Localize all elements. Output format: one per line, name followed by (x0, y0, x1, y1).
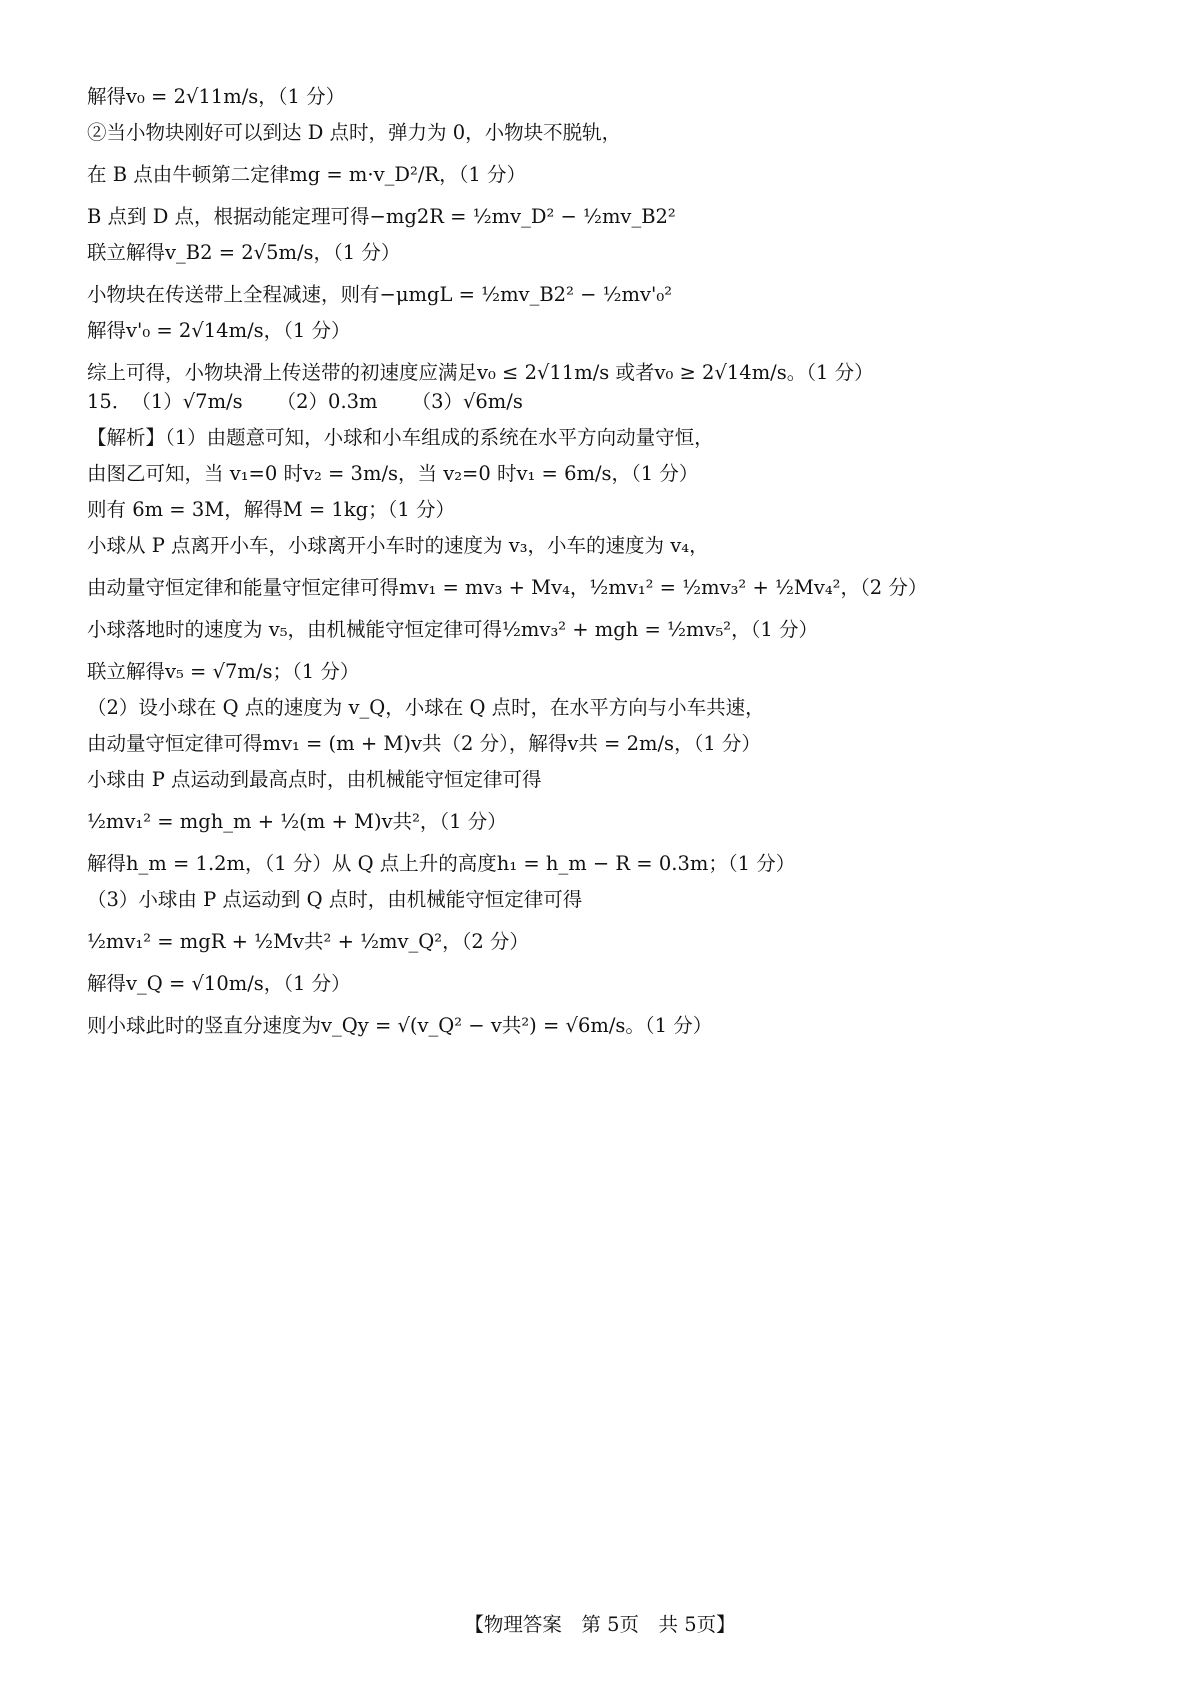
text-line: B 点到 D 点，根据动能定理可得−mg2R = ½mv_D² − ½mv_B2² (87, 205, 676, 228)
text-line: ②当小物块刚好可以到达 D 点时，弹力为 0，小物块不脱轨， (87, 121, 622, 144)
text-line: 综上可得，小物块滑上传送带的初速度应满足v₀ ≤ 2√11m/s 或者v₀ ≥ 2√14m/s。（1 分） (87, 361, 874, 384)
text-line: ½mv₁² = mgh_m + ½(m + M)v共²，（1 分） (87, 810, 507, 833)
text-line: 则小球此时的竖直分速度为v_Qy = √(v_Q² − v共²) = √6m/s。（1 分） (87, 1014, 713, 1037)
answer-body (87, 84, 1147, 1038)
text-line: （2）设小球在 Q 点的速度为 v_Q，小球在 Q 点时，在水平方向与小车共速， (87, 696, 765, 719)
text-line: 小球由 P 点运动到最高点时，由机械能守恒定律可得 (87, 768, 542, 791)
text-line: 解得v₀ = 2√11m/s，（1 分） (87, 85, 346, 108)
answer-part-2: （2）0.3m (276, 390, 378, 413)
text-line: 解得v'₀ = 2√14m/s，（1 分） (87, 319, 351, 342)
text-line: 则有 6m = 3M，解得M = 1kg；（1 分） (87, 498, 455, 521)
text-line: 解得v_Q = √10m/s，（1 分） (87, 972, 351, 995)
text-line: 小球从 P 点离开小车，小球离开小车时的速度为 v₃，小车的速度为 v₄， (87, 534, 709, 557)
text-line: 解得h_m = 1.2m，（1 分）从 Q 点上升的高度h₁ = h_m − R = 0.3m；（1 分） (87, 852, 796, 875)
page-footer: 【物理答案 第 5页 共 5页】 (464, 1613, 736, 1636)
text-line: 由动量守恒定律和能量守恒定律可得mv₁ = mv₃ + Mv₄，½mv₁² = ½mv₃² + ½Mv₄²，（2 分） (87, 576, 928, 599)
answer-part-1: （1）√7m/s (131, 390, 243, 413)
text-line: 联立解得v_B2 = 2√5m/s，（1 分） (87, 241, 401, 264)
analysis-heading-line: 【解析】（1）由题意可知，小球和小车组成的系统在水平方向动量守恒， (87, 426, 714, 449)
text-line: 小球落地时的速度为 v₅，由机械能守恒定律可得½mv₃² + mgh = ½mv₅²，（1 分） (87, 618, 818, 641)
text-line: ½mv₁² = mgR + ½Mv共² + ½mv_Q²，（2 分） (87, 930, 529, 953)
question-number: 15． (87, 390, 132, 413)
text-line: 联立解得v₅ = √7m/s；（1 分） (87, 660, 360, 683)
answer-part-3: （3）√6m/s (411, 390, 523, 413)
question-15-answers (87, 389, 1147, 414)
text-line: （3）小球由 P 点运动到 Q 点时，由机械能守恒定律可得 (87, 888, 583, 911)
text-line: 在 B 点由牛顿第二定律mg = m·v_D²/R，（1 分） (87, 163, 526, 186)
text-line: 由图乙可知，当 v₁=0 时v₂ = 3m/s，当 v₂=0 时v₁ = 6m/s，（1 分） (87, 462, 699, 485)
text-line: 由动量守恒定律可得mv₁ = (m + M)v共（2 分），解得v共 = 2m/s，（1 分） (87, 732, 761, 755)
text-line: 小物块在传送带上全程减速，则有−μmgL = ½mv_B2² − ½mv'₀² (87, 283, 673, 306)
